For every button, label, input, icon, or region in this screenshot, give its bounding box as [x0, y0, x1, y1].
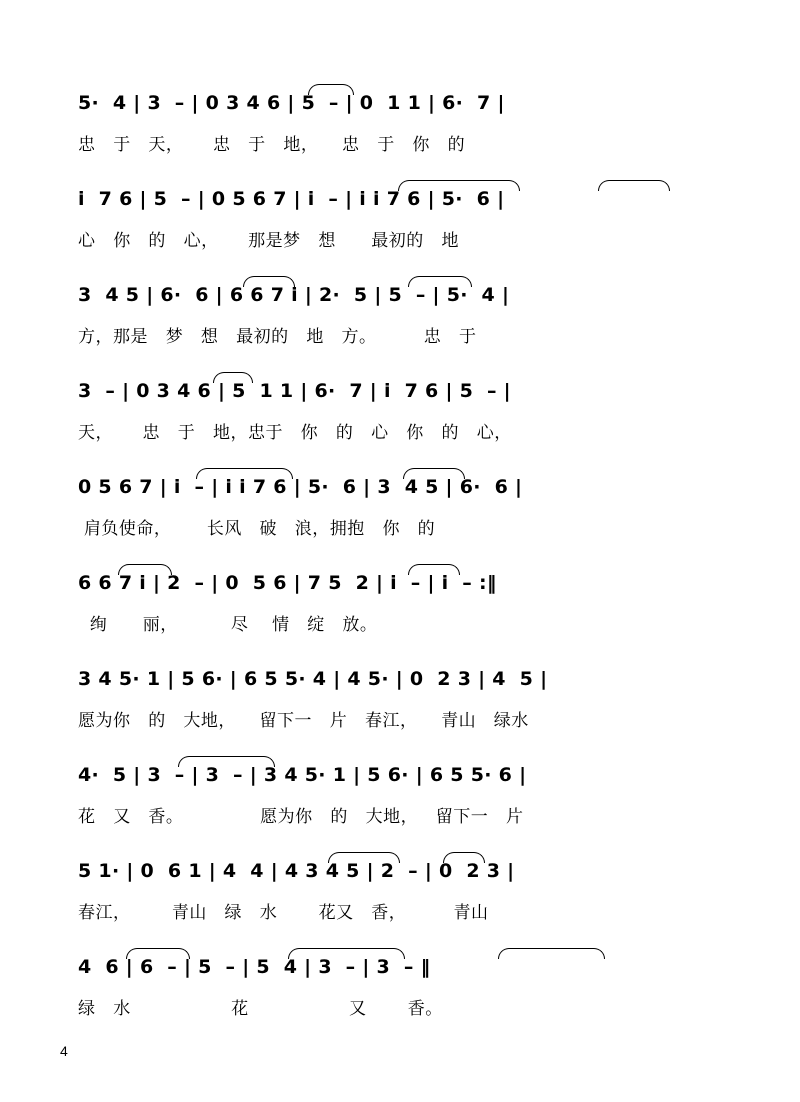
slur: [598, 180, 670, 191]
page-number: 4: [60, 1043, 68, 1059]
slur: [403, 468, 465, 479]
score-system-7: [78, 668, 698, 732]
slur: [398, 180, 520, 191]
slur: [196, 468, 293, 479]
notation-line: 5· 4 | 3 – | 0 3 4 6 | 5 – | 0 1 1 | 6· 7 |: [78, 92, 505, 114]
score-system-9: [78, 860, 698, 924]
slur: [288, 948, 405, 959]
slur: [498, 948, 605, 959]
score-system-8: [78, 764, 698, 828]
lyrics-line: 方，那是 梦 想 最初的 地 方。 忠 于: [78, 327, 477, 347]
lyrics-line: 春江， 青山 绿 水 花又 香， 青山: [78, 903, 489, 923]
slur: [328, 852, 400, 863]
score-system-6: [78, 572, 698, 636]
notation-line: i 7 6 | 5 – | 0 5 6 7 | i – | i i 7 6 | 5· 6 |: [78, 188, 505, 210]
slur: [308, 84, 354, 95]
score-system-4: [78, 380, 698, 444]
score-system-10: [78, 956, 698, 1020]
slur: [178, 756, 275, 767]
notation-line: 5 1· | 0 6 1 | 4 4 | 4 3 4 5 | 2 – | 0 2 3 |: [78, 860, 515, 882]
score-system-1: [78, 92, 698, 156]
notation-line: 4· 5 | 3 – | 3 – | 3 4 5· 1 | 5 6· | 6 5 5· 6 |: [78, 764, 527, 786]
notation-line: 6 6 7 i | 2 – | 0 5 6 | 7 5 2 | i – | i – :‖: [78, 572, 497, 594]
lyrics-line: 忠 于 天， 忠 于 地， 忠 于 你 的: [78, 135, 466, 155]
slur: [408, 276, 472, 287]
slur: [118, 564, 172, 575]
slur: [243, 276, 295, 287]
lyrics-line: 绿 水 花 又 香。: [78, 999, 443, 1019]
notation-line: 3 4 5 | 6· 6 | 6 6 7 i | 2· 5 | 5 – | 5· 4 |: [78, 284, 510, 306]
notation-line: 4 6 | 6 – | 5 – | 5 4 | 3 – | 3 – ‖: [78, 956, 431, 978]
lyrics-line: 花 又 香。 愿为你 的 大地， 留下一 片: [78, 807, 524, 827]
notation-line: 0 5 6 7 | i – | i i 7 6 | 5· 6 | 3 4 5 | 6· 6 |: [78, 476, 523, 498]
slur: [126, 948, 190, 959]
lyrics-line: 天， 忠 于 地，忠于 你 的 心 你 的 心，: [78, 423, 512, 443]
lyrics-line: 肩负使命， 长风 破 浪，拥抱 你 的: [78, 519, 436, 539]
lyrics-line: 绚 丽， 尽 情 绽 放。: [78, 615, 378, 635]
score-system-2: [78, 188, 698, 252]
slur: [408, 564, 460, 575]
slur: [443, 852, 485, 863]
notation-line: 3 4 5· 1 | 5 6· | 6 5 5· 4 | 4 5· | 0 2 3 | 4 5 |: [78, 668, 548, 690]
score-system-5: [78, 476, 698, 540]
score-system-3: [78, 284, 698, 348]
notation-line: 3 – | 0 3 4 6 | 5 1 1 | 6· 7 | i 7 6 | 5 – |: [78, 380, 511, 402]
lyrics-line: 愿为你 的 大地， 留下一 片 春江， 青山 绿水: [78, 711, 529, 731]
slur: [213, 372, 253, 383]
lyrics-line: 心 你 的 心， 那是梦 想 最初的 地: [78, 231, 459, 251]
